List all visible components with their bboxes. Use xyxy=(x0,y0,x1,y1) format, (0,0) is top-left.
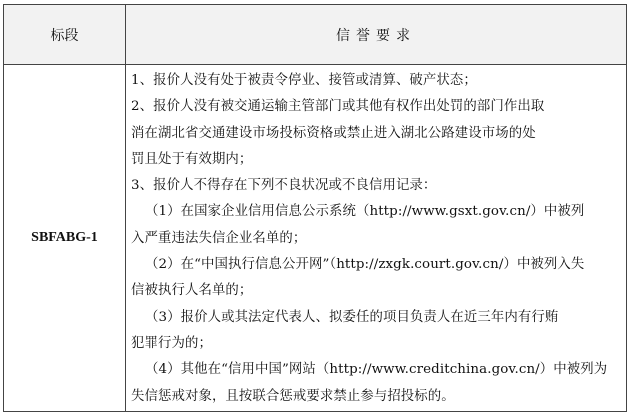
requirement-line: 消在湖北省交通建设市场投标资格或禁止进入湖北公路建设市场的处 xyxy=(131,125,536,141)
requirement-line: （4）其他在“信用中国”网站（http://www.creditchina.gov.cn/）中被列为 xyxy=(145,362,608,378)
credit-requirements-table xyxy=(3,4,627,412)
requirement-line: （2）在“中国执行信息公开网”（http://zxgk.court.gov.cn/）中被列入失 xyxy=(145,257,585,273)
header-section-label: 标段 xyxy=(50,27,79,44)
requirement-line: （3）报价人或其法定代表人、拟委任的项目负责人在近三年内有行贿 xyxy=(145,309,559,325)
requirement-line: 罚且处于有效期内； xyxy=(131,151,253,167)
column-divider xyxy=(125,5,126,411)
requirement-line: 3、报价人不得存在下列不良状况或不良信用记录： xyxy=(131,178,437,194)
requirement-line: 1、报价人没有处于被责令停业、接管或清算、破产状态； xyxy=(131,73,477,88)
requirement-line: 失信惩戒对象，且按联合惩戒要求禁止参与招投标的。 xyxy=(131,388,455,404)
section-code-cell: SBFABG-1 xyxy=(31,230,98,245)
header-requirement-label: 信誉要求 xyxy=(336,27,416,44)
requirement-line: （1）在国家企业信用信息公示系统（http://www.gsxt.gov.cn/）中被列 xyxy=(145,204,585,220)
requirement-line: 信被执行人名单的； xyxy=(131,283,253,299)
table-header-row xyxy=(4,5,626,65)
requirement-line: 入严重违法失信企业名单的； xyxy=(131,230,307,246)
requirement-line: 犯罪行为的； xyxy=(131,335,212,351)
requirements-cell xyxy=(131,68,621,410)
requirement-line: 2、报价人没有被交通运输主管部门或其他有权作出处罚的部门作出取 xyxy=(131,99,545,115)
